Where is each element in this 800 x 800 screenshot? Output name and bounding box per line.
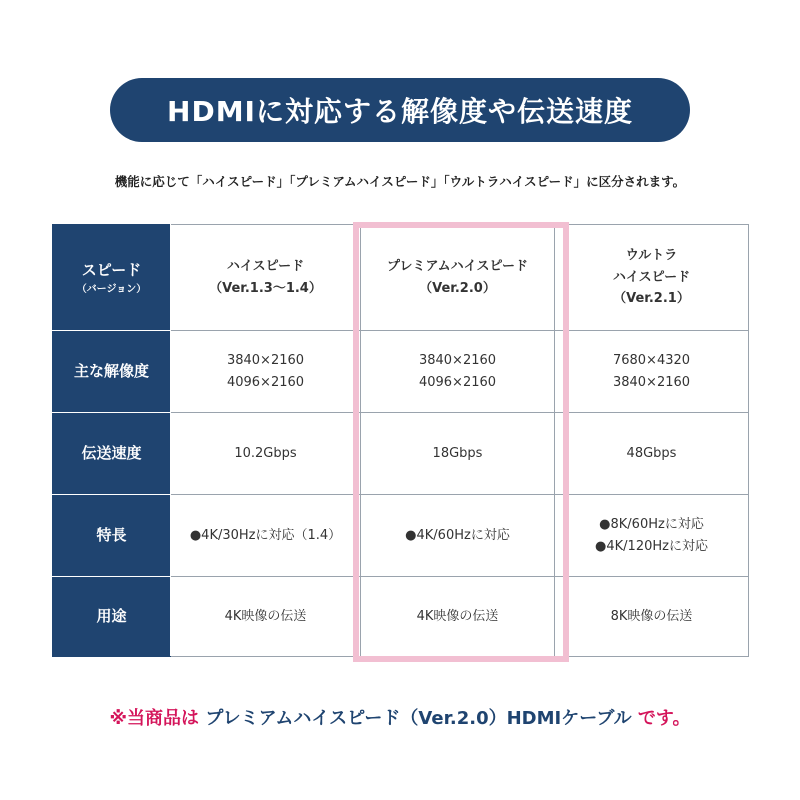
table-cell — [171, 413, 361, 495]
table-cell — [171, 495, 361, 577]
page-title — [110, 78, 690, 142]
row-header: 用途 — [53, 577, 171, 657]
column-header-version: （Ver.2.1） — [613, 291, 690, 307]
cell-line: ●4K/60Hzに対応 — [405, 527, 510, 543]
cell-line: 3840×2160 — [612, 374, 691, 390]
column-header-label-2: ハイスピード — [612, 269, 691, 285]
column-header-high-speed — [171, 225, 361, 331]
table-cell — [555, 577, 749, 657]
table-row-usage — [53, 577, 749, 657]
page-title-text: HDMIに対応する解像度や伝送速度 — [167, 95, 633, 128]
table-cell — [361, 413, 555, 495]
comparison-table — [52, 224, 749, 657]
product-note — [0, 704, 800, 730]
corner-header-sub: （バージョン） — [76, 283, 147, 295]
cell-line: 18Gbps — [432, 445, 483, 461]
table-cell — [361, 577, 555, 657]
column-header-label: ウルトラ — [625, 248, 678, 264]
cell-line: 7680×4320 — [612, 353, 691, 369]
table-header-row — [53, 225, 749, 331]
cell-line: ●8K/60Hzに対応 — [599, 517, 704, 533]
cell-line: 4096×2160 — [226, 374, 305, 390]
column-header-version: （Ver.1.3〜1.4） — [209, 280, 322, 296]
column-header-version: （Ver.2.0） — [419, 280, 496, 296]
column-header-label: ハイスピード — [226, 259, 305, 275]
note-product: プレミアムハイスピード（Ver.2.0）HDMIケーブル — [205, 708, 632, 729]
row-header: 主な解像度 — [53, 331, 171, 413]
table-row-resolution — [53, 331, 749, 413]
table-row-transfer-speed — [53, 413, 749, 495]
cell-line: 4096×2160 — [418, 374, 497, 390]
column-header-label: プレミアムハイスピード — [387, 259, 528, 275]
cell-line: 48Gbps — [626, 445, 677, 461]
column-header-ultra-high-speed — [555, 225, 749, 331]
cell-line: 3840×2160 — [226, 353, 305, 369]
table-cell — [361, 331, 555, 413]
note-suffix: です。 — [631, 708, 691, 729]
cell-line: 4K映像の伝送 — [416, 608, 499, 624]
table-cell — [555, 413, 749, 495]
table-cell — [171, 331, 361, 413]
corner-header-label: スピード — [81, 261, 142, 280]
table-cell — [361, 495, 555, 577]
note-prefix: ※当商品は — [109, 708, 206, 729]
row-header: 特長 — [53, 495, 171, 577]
cell-line: 8K映像の伝送 — [610, 608, 693, 624]
cell-line: ●4K/120Hzに対応 — [595, 538, 708, 554]
column-header-premium-high-speed — [361, 225, 555, 331]
cell-line: ●4K/30Hzに対応（1.4） — [189, 527, 342, 543]
table-cell — [555, 331, 749, 413]
cell-line: 3840×2160 — [418, 353, 497, 369]
subtitle: 機能に応じて「ハイスピード」「プレミアムハイスピード」「ウルトラハイスピード」に区分されます。 — [114, 174, 686, 189]
table-row-features — [53, 495, 749, 577]
corner-header — [53, 225, 171, 331]
cell-line: 4K映像の伝送 — [224, 608, 307, 624]
table-cell — [171, 577, 361, 657]
row-header: 伝送速度 — [53, 413, 171, 495]
table-cell — [555, 495, 749, 577]
cell-line: 10.2Gbps — [234, 445, 297, 461]
